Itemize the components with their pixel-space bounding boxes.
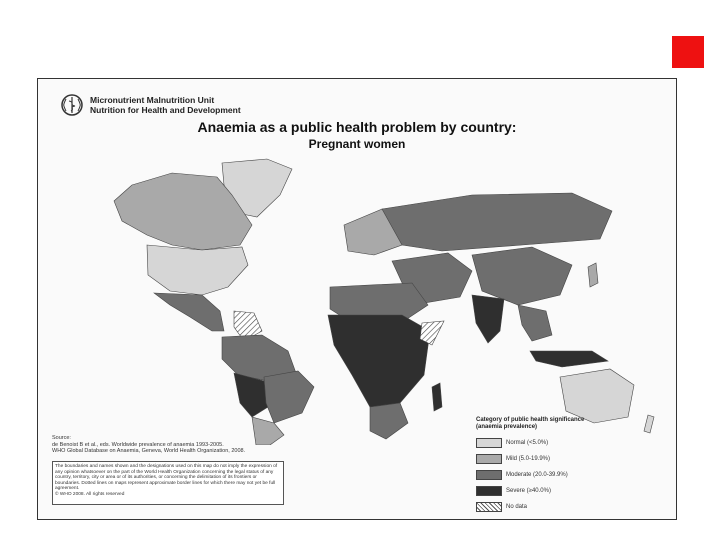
disclaimer-text: The boundaries and names shown and the designations used on this map do not imply the expression of any opinion whatsoever on the part of the World Health Organization concerning the legal status of any country, territory, city or area or of its authorities, or concerning the delimitation of its frontiers or boundaries. Dotted lines on maps represent approximate border lines for which there may not yet be full agreement. bbox=[55, 464, 278, 492]
mexico-region bbox=[154, 293, 224, 331]
indonesia-region bbox=[530, 351, 608, 367]
legend-item-moderate bbox=[476, 467, 666, 483]
india-region bbox=[472, 295, 504, 343]
brazil-region bbox=[264, 371, 314, 423]
legend-label: Moderate (20.0-39.9%) bbox=[506, 472, 568, 478]
legend-item-normal bbox=[476, 435, 666, 451]
who-emblem-icon bbox=[60, 93, 84, 117]
legend-label: Normal (<5.0%) bbox=[506, 440, 549, 446]
map-legend bbox=[476, 417, 666, 515]
unit-line-2: Nutrition for Health and Development bbox=[90, 105, 241, 115]
legend-item-severe bbox=[476, 483, 666, 499]
legend-label: No data bbox=[506, 504, 528, 510]
source-citation: de Benoist B et al., eds. Worldwide prevalence of anaemia 1993-2005. bbox=[52, 441, 224, 448]
copyright-text: © WHO 2008. All rights reserved bbox=[55, 491, 125, 497]
china-region bbox=[472, 247, 572, 305]
source-database: WHO Global Database on Anaemia, Geneva, World Health Organization, 2008. bbox=[52, 448, 246, 454]
legend-swatch bbox=[476, 454, 502, 464]
unit-name bbox=[90, 95, 241, 115]
southern-africa-region bbox=[370, 403, 408, 439]
source-label: Source: bbox=[52, 435, 71, 441]
legend-label: Mild (5.0-19.9%) bbox=[506, 456, 551, 462]
legend-label: Severe (≥40.0%) bbox=[506, 488, 551, 494]
legend-title: Category of public health significance bbox=[476, 417, 585, 423]
world-map bbox=[52, 155, 662, 445]
legend-item-no-data bbox=[476, 499, 666, 515]
legend-swatch bbox=[476, 470, 502, 480]
legend-swatch bbox=[476, 502, 502, 512]
japan-region bbox=[588, 263, 598, 287]
legend-subtitle: (anaemia prevalence) bbox=[476, 424, 538, 430]
madagascar-region bbox=[432, 383, 442, 411]
source-note bbox=[52, 435, 312, 455]
disclaimer-box bbox=[52, 461, 284, 505]
unit-line-1: Micronutrient Malnutrition Unit bbox=[90, 95, 215, 105]
russia-region bbox=[382, 193, 612, 251]
southeast-asia-region bbox=[518, 305, 552, 341]
red-accent-square bbox=[672, 36, 704, 68]
legend-item-mild bbox=[476, 451, 666, 467]
legend-swatch bbox=[476, 438, 502, 448]
usa-region bbox=[147, 245, 248, 295]
map-frame bbox=[37, 78, 677, 520]
australia-region bbox=[560, 369, 634, 423]
central-africa-region bbox=[328, 315, 430, 407]
legend-swatch bbox=[476, 486, 502, 496]
map-subtitle: Pregnant women bbox=[308, 137, 406, 151]
map-title: Anaemia as a public health problem by country: bbox=[197, 119, 517, 135]
